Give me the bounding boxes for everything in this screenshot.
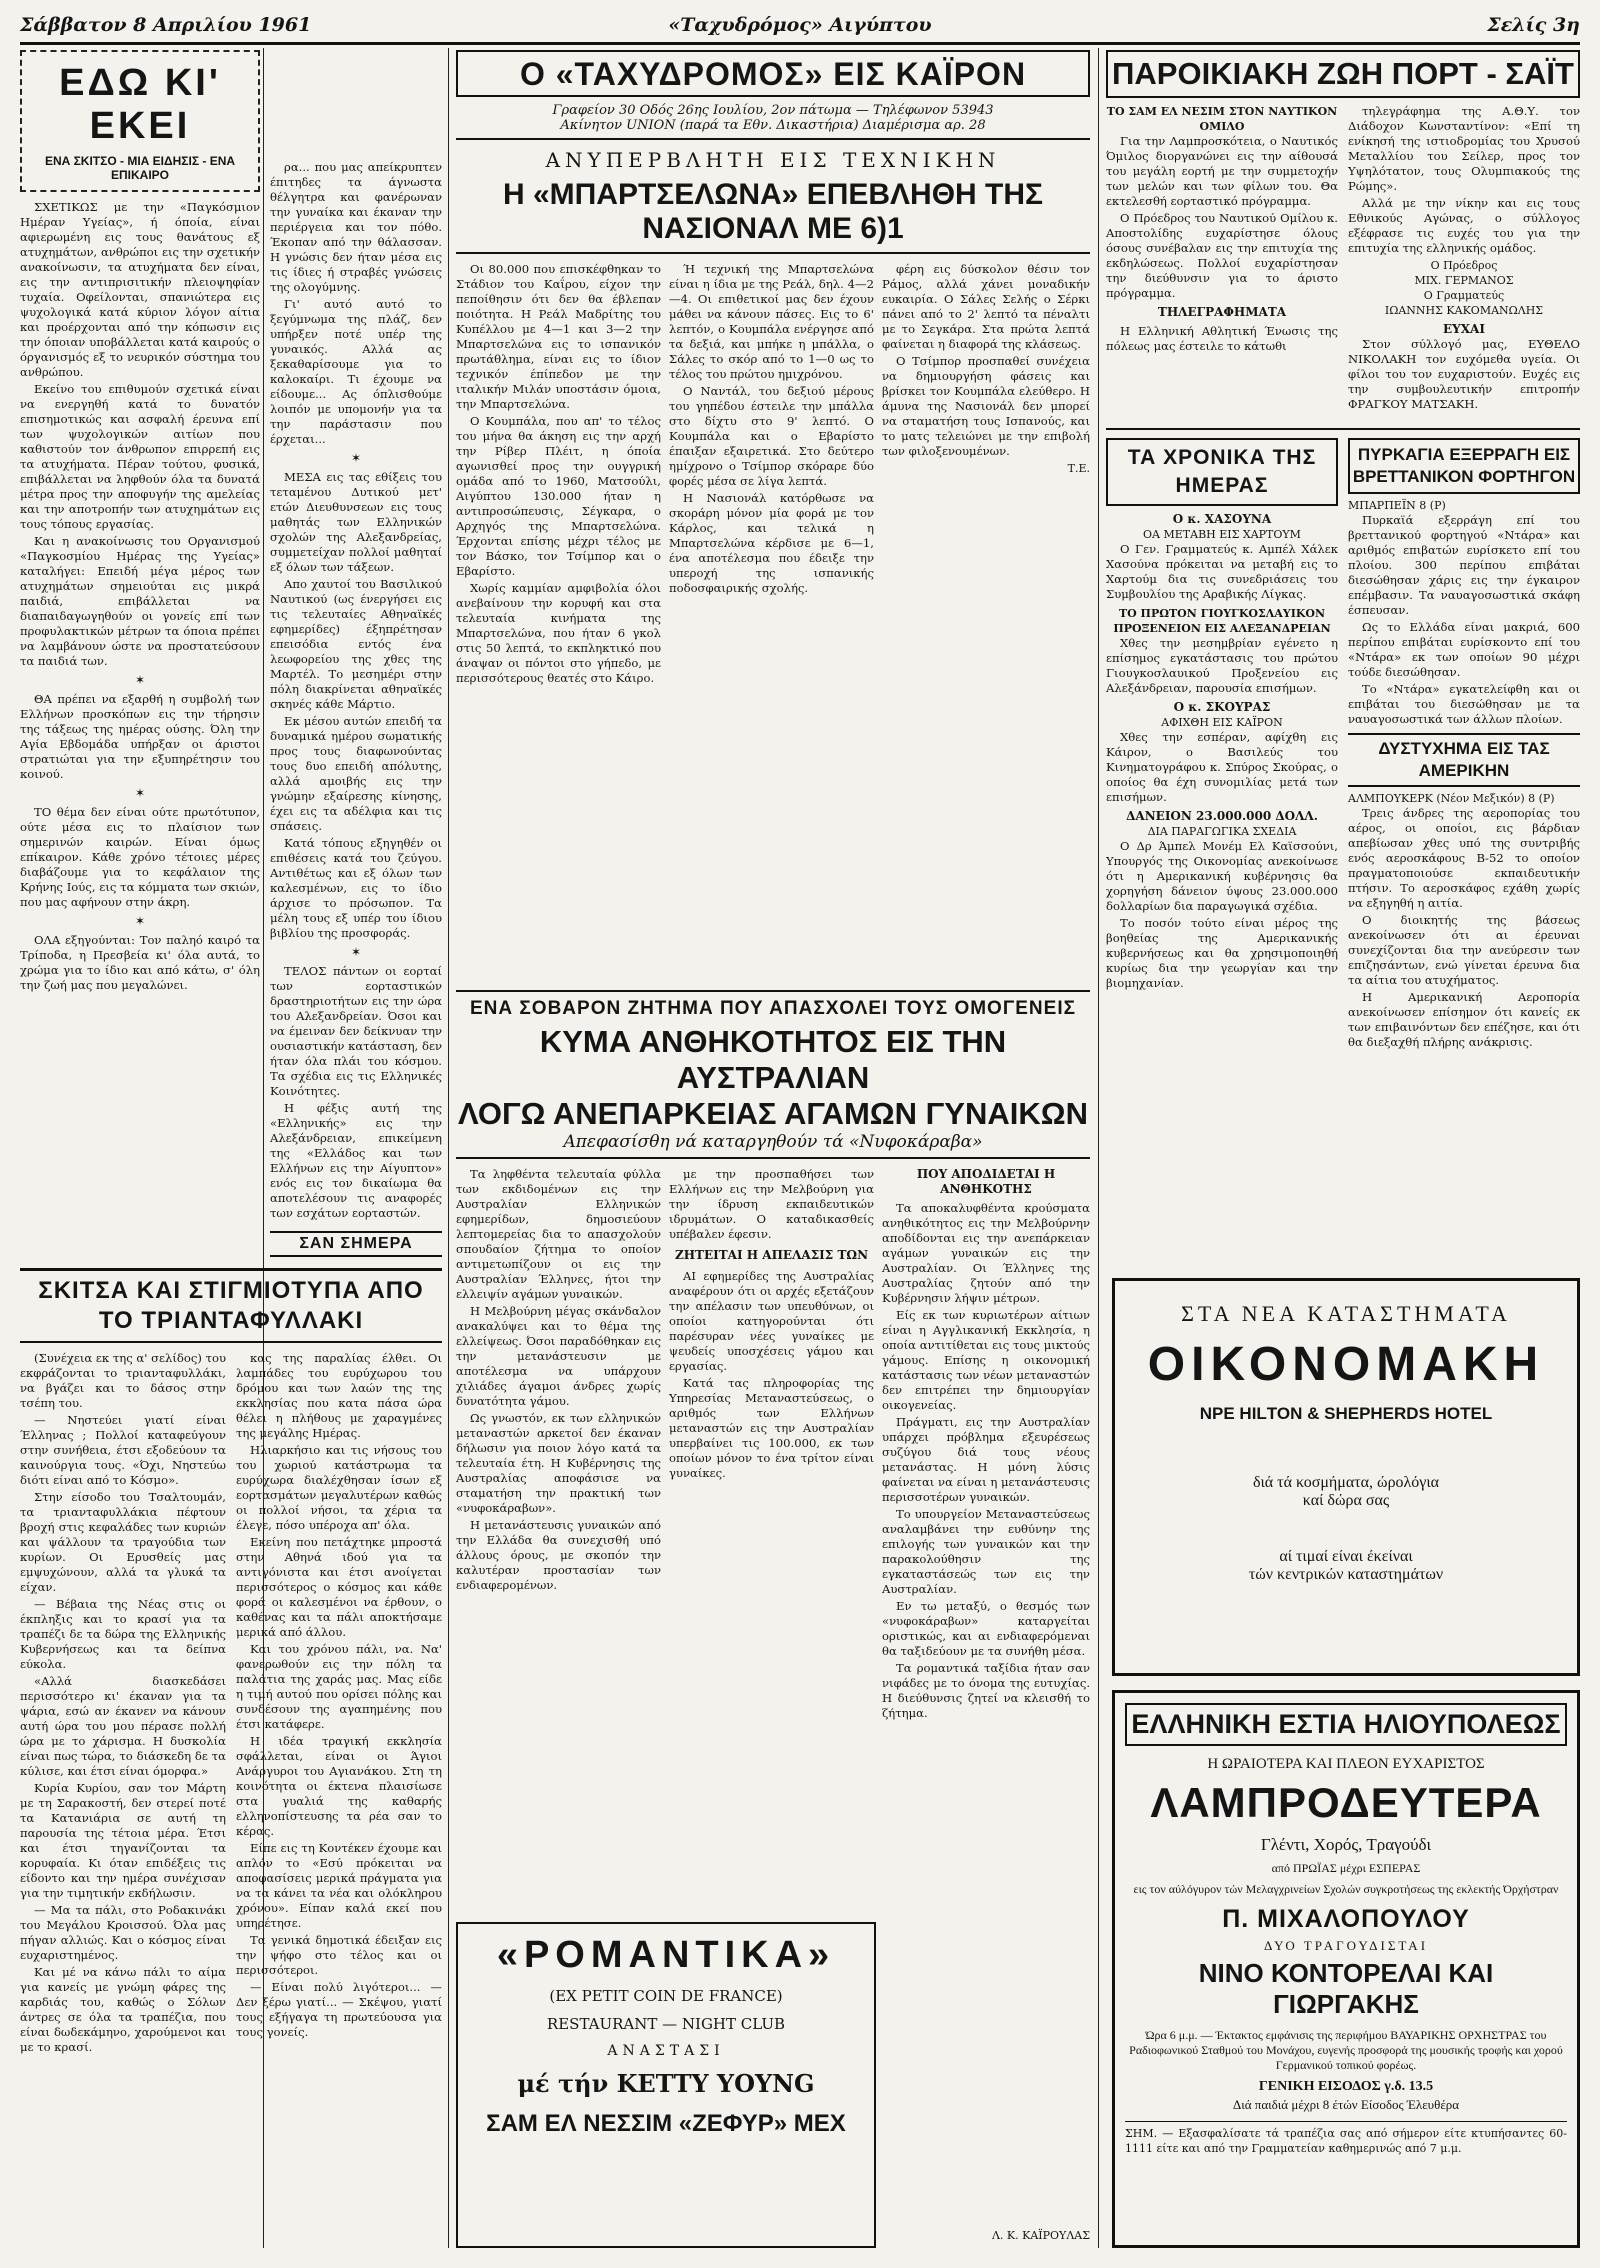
pyrkagia-title-box (1348, 438, 1580, 494)
col2-p12: Και του χρόνου πάλι, να. Να' φανερωθούν εις την πόλη τα παλάτια της χαράς μας. Μας είδε η τιμή αυτού που ορίσει πόλης και συνδέσουν της αγαπημένης που έτσι κατάφερε. (236, 1642, 442, 1731)
col2-p10: Ηλιαρκήσιο και τις νήσους του του χωριού κατάστρωμα τα ευρύχωρα διαλέχθησαν ίσων εξ εορτασμάτων μεγαλυτέρων καθώς οι πολλοί νήσοι, τα χέρια τα έλεγε, πόσο υπέροχα απ' όλα. (236, 1443, 442, 1532)
edo-p3: Και η ανακοίνωσις του Οργανισμού «Παγκοσμίου Ημέρας της Υγείας» καταλήγει: Επειδή μέγα μέρος των ατυχημάτων σημειούται εις μικρά παιδιά, επιβάλλεται να διαπαιδαγωγηθούν οι γονείς επί των προφυλακτικών μέτρων τα όποια πρέπει να λαμβάνουν ώστε να προστατεύσουν τα παιδιά των. (20, 534, 260, 668)
sport-headline: Η «ΜΠΑΡΤΣΕΛΩΝΑ» ΕΠΕΒΛΗΘΗ ΤΗΣ ΝΑΣΙΟΝΑΛ ΜΕ 6)1 (456, 178, 1090, 254)
col2-p3: ΜΕΣΑ εις τας εθίξεις του τεταμένου Δυτικού μετ' ετών Διευθυνσεων εις τους μαθητάς των Ελληνικών σχολών της Αλεξανδρείας, συμμετείχαν πολλοί μαθηταί εξ όλων των τάξεων. (270, 470, 442, 574)
x1-body: Ο Γεν. Γραμματεύς κ. Αμπέλ Χάλεκ Χασούνα πρόκειται να μεταβή εις το Χαρτούμ δια τις συνεδριάσεις του Συμβουλίου της Αραβικής Λίγκας. (1106, 542, 1338, 601)
col2-p8: Η φέξις αυτή της «Ελληνικής» εις την Αλεξάνδρειαν, επικείμενη της «Ελλάδος και των Ελλήνων εις την Αίγυπτον» ενός εις τον δικαίωμα θα αποτελέσουν τις αναφορές των εσχάτων εορταστών. (270, 1101, 442, 1220)
trianta-p11: «Αλλά διασκεδάσει περισσότερο κι' έκαναν για τα ψάρια, εσώ αν έκανεν να κάνουν αυτή ώρα του μου πέρασε πολλή ώρα με το χάρισμα. Η δυσκολία είναι πως τώρα, το διάσκεδη δε τα κύλισε, και έτσι είναι όμορφα.» (20, 1674, 226, 1778)
sport-a6: Η Νασιονάλ κατόρθωσε να σκοράρη μόνον μία φορά με τον Κάρλος, και τελικά η Μπαρτσελώνα κέρδισε με 6—1, ένα αποτέλεσμα που έδειξε την υπεροχή της ισπανικής ποδοσφαιρικής σχολής. (669, 491, 874, 595)
omog-sign: Λ. Κ. ΚΑΪΡΟΥΛΑΣ (991, 2229, 1090, 2242)
omog-b9: Είς εκ των κυριωτέρων αίτιων είναι η Αγγλικανική Εκκλησία, η οποία αντιτίθεται εις τους μικτούς γάμους. Επίσης η οικονομική κατάστασις των νέων μεταναστών δεν επιτρέπει την δημιουργίαν οικογενείας. (882, 1308, 1090, 1412)
column-rule (1098, 48, 1099, 2248)
separator-star: ✶ (350, 451, 362, 465)
x3-body: Χθες την εσπέραν, αφίχθη εις Κάιρον, ο Βασιλεύς του Κινηματογράφου κ. Σπύρος Σκούρας, ο οποίος θα έχη συνομιλίας μετά των επισήμων. (1106, 730, 1338, 804)
col2-p11: Εκείνη που πετάχτηκε μπροστά στην Αθηνά ιδού για τα αντιγόνιστα και έτσι ανοίγεται περισσότερος ο κόσμος και κάθε φορά οι καλεσμένοι να έρθουν, ο καθένας και τα πάλι αποκτήσαμε μερικά από άλλου. (236, 1535, 442, 1639)
x4-title: ΔΑΝΕΙΟΝ 23.000.000 ΔΟΛΛ. (1126, 809, 1318, 823)
omog-headline-1: ΚΥΜΑ ΑΝΘΗΚΟΤΗΤΟΣ ΕΙΣ ΤΗΝ ΑΥΣΤΡΑΛΙΑΝ (539, 1024, 1007, 1095)
san-simera-title: ΣΑΝ ΣΗΜΕΡΑ (270, 1231, 442, 1257)
col2-p13: Η ιδέα τραγική εκκλησία σφάλλεται, είναι οι Άγιοι Ανάργυροι του Αγιανάκου. Στη τη κοινότητα οι έκτενα πλαισίωσε στα γυαλιά της καθαρής ελληνοπίστευσης τα ρέα σαν το κέρας. (236, 1734, 442, 1838)
col2-p1: ρα... που μας απείκρυπτεν έπιτηδες τα άγνωστα θέλγητρα και φανέρωναν την γυναίκα και έκαναν την περιέργεια και τον πόθο. Έκοπαν από την θάλασσαν. Η γνώσις δεν ήταν μέσα εις τις ίδιες ή στραβές γνώσεις της ολογύμνης. (270, 160, 442, 294)
x3-title: Ο κ. ΣΚΟΥΡΑΣ (1173, 700, 1271, 714)
euxai-title: ΕΥΧΑΙ (1443, 322, 1485, 336)
pyrkagia-loc: ΜΠΑΡΠΕΪΝ 8 (Ρ) (1348, 499, 1446, 512)
port-said-r1: Για την Λαμπροσκότεια, ο Ναυτικός Όμιλος διοργανώνει εις την αίθουσά του μεγάλη εορτή με την συμμετοχήν των μελών και των φίλων του. Θα εκτελεσθή εορταστικό πρόγραμμα. (1106, 134, 1338, 208)
col2-p2: Γι' αυτό αυτό το ξεγύμνωμα της πλάζ, δεν υπήρξεν ποτέ υπέρ της γυναικός. Αλλά ας ξεκαθαρίσουμε για το καλοκαίρι. Τι έχουμε να είδουμε... Ας όπλισθούμε λοιπόν με υπομονήν για τα την παράστασιν που έρχεται... (270, 297, 442, 446)
kairon-address1: Γραφείον 30 Οδός 26ης Ιουλίου, 2ον πάτωμα — Τηλέφωνον 53943 (552, 103, 994, 118)
omog-poy-title: ΠΟΥ ΑΠΟΔΙΔΕΤΑΙ Η ΑΝΘΗΚΟΤΗΣ (916, 1167, 1056, 1196)
x4-body: Ο Δρ Άμπελ Μονέμ Ελ Καϊσσούνι, Υπουργός της Οικονομίας ανεκοίνωσε ότι η Αμερικανική κυβέρνησις θα χορηγήση δάνειον ύψους 23.000.000 δολλαρίων δια παραγωγικά σχέδια. (1106, 839, 1338, 913)
header-paper: «Ταχυδρόμος» Αιγύπτου (668, 14, 932, 36)
edo-title-box (20, 50, 260, 192)
x1-title: Ο κ. ΧΑΣΟΥΝΑ (1172, 512, 1272, 526)
separator-star: ✶ (134, 673, 146, 687)
oik-l1: διά τά κοσμήματα, ώρολόγια (1252, 1474, 1440, 1491)
edo-subtitle: ΕΝΑ ΣΚΙΤΣΟ - ΜΙΑ ΕΙΔΗΣΙΣ - ΕΝΑ ΕΠΙΚΑΙΡΟ (44, 154, 236, 182)
omog-b13: Τα ρομαντικά ταξίδια ήταν σαν νιφάδες με το όνομα της ευτυχίας. Η διεύθυνσις ζητεί να κλεισθή το ζήτημα. (882, 1661, 1090, 1720)
omogeneis-article (456, 990, 1090, 1723)
omog-b3: Ως γνωστόν, εκ των ελληνικών μεταναστών αρκετοί δεν έκαναν δήλωσιν για ποιον λόγο κατά τα τελευταία έτη. Η Κυβέρνησις της Αυστραλίας αποφάσισε να σταματήση την πρακτική των «νυφοκάραβων». (456, 1411, 661, 1515)
separator-star: ✶ (350, 945, 362, 959)
romantika-open: ΑΝΑΣΤΑΣΙ (607, 2043, 725, 2059)
sport-a3: Χωρίς καμμίαν αμφιβολία όλοι ανεβαίνουν την κορυφή και στα τελευταία κινήματα της Μπαρτσελώνα, που ήταν 6 γκολ στις 50 λεπτά, το εκπληκτικό που άναψαν οι πόντοι στο γήπεδο, με περισσότερους θεατές στο Κάιρο. (456, 581, 661, 685)
x3-sub: ΑΦΙΧΘΗ ΕΙΣ ΚΑΪΡΟΝ (1161, 716, 1283, 729)
sport-a5: Ο Ναντάλ, του δεξιού μέρους του γηπέδου έστειλε την μπάλλα στο δίχτυ στο 9' λεπτό. Ο Κουμπάλα και ο Εβαρίστο έπαιξαν εξαιρετικά. Στο δεύτερο ημίχρονο ο Τσίμπορ σκόραρε δύο φορές μέσα σε λίγα λεπτά. (669, 384, 874, 488)
header-page: Σελίς 3η (1487, 14, 1580, 36)
edo-p6: ΟΛΑ εξηγούνται: Τον παληό καιρό τα Τρίποδα, η Πρεσβεία κι' όλα αυτά, το χρώμα για το ίδιο και από κάτω, σ' όλη την ζωή μας που μεγαλώνει. (20, 933, 260, 992)
oik-hotel: ΝΡΕ ΗΙLΤΟΝ & SHEPHERDS HOTEL (1199, 1404, 1493, 1423)
xronika-title-box (1106, 438, 1338, 506)
column-rule (448, 48, 449, 2248)
oik-l3: αί τιμαί είναι έκείναι (1279, 1548, 1413, 1565)
col2-p15: Τα γενικά δημοτικά έδειξαν εις την ψήφο στο τέλος και οι περισσότεροι. (236, 1933, 442, 1977)
x4-sub: ΔΙΑ ΠΑΡΑΓΩΓΙΚΑ ΣΧΕΔΙΑ (1147, 825, 1297, 838)
estia-title: ΕΛΛΗΝΙΚΗ ΕΣΤΙΑ ΗΛΙΟΥΠΟΛΕΩΣ (1131, 1709, 1561, 1739)
san-simera-box (270, 1231, 442, 1260)
sport-a4: Ή τεχνική της Μπαρτσελώνα είναι η ίδια με της Ρεάλ, δηλ. 4—2—4. Οι επιθετικοί μας δεν έχουν μάθει να κάνουν πάσες. Εις το 6' λεπτόν, ο Κουμπάλα ενέργησε από τα δεξιά, και μπήκε η μπάλλα, ο Σάλες το σκόρ από το 1—0 ως το τέλος του πρώτου ημιχρόνου. (669, 262, 874, 381)
omog-subtitle: Απεφασίσθη νά καταργηθούν τά «Νυφοκάραβα» (456, 1132, 1090, 1159)
sport-a7: φέρη εις δύσκολον θέσιν τον Ράμος, αλλά χάνει μοναδικήν ευκαιρία. Ο Σάλες Σελής ο Σέρκι πάνει από το 2' λεπτό τα πέναλτι με το Σεγκάρα. Στα πρώτα λεπτά φαίνεται η διαφορά της κλάσεως. (882, 262, 1090, 351)
col2-p5: Εκ μέσου αυτών επειδή τα δυναμικά ημέρου σωματικής προς τους διαφωνούντας τους δυο επειδή απόλυτης, αλλά αμοιβής εις την γνώμην εξαίρεσης κίνησης, έχει εις τα αδέλφια και τις σπάσεις. (270, 714, 442, 833)
page-header (20, 12, 1580, 45)
trianta-p14: Και μέ να κάνω πάλι το αίμα για κανείς με γνώμη φάρες της καρδιάς του, καθώς ο Σόλων άντρες σε όλα τα τραπέζια, που είναι δωδεκάμηνο, χαρούμενοι και με το κρασί. (20, 1965, 226, 2054)
romantika-addr: ΣΑΜ ΕΛ ΝΕΣΣΙΜ «ΖΕΦΥΡ» ΜΕΧ (486, 2110, 846, 2137)
estia-entry: ΓΕΝΙΚΗ ΕΙΣΟΔΟΣ γ.δ. 13.5 (1258, 2079, 1434, 2094)
port-said-r4: Αλλά με την νίκην και εις τους Εθνικούς Αγώνας, ο σύλλογος εξέφρασε τις ευχές του για την επιτυχία της ελληνικής ομάδος. (1348, 196, 1580, 255)
estia-l1: Γλέντι, Χορός, Τραγούδι (1260, 1835, 1432, 1854)
oik-l2: καί δώρα σας (1302, 1492, 1390, 1509)
tel-title: ΤΗΛΕΓΡΑΦΗΜΑΤΑ (1157, 305, 1287, 319)
pyrkagia-body-3: Το «Ντάρα» εγκατελείφθη και οι επιβάται του διεσώθησαν με τα ναυαγοσωστικά των άλλων πλοίων. (1348, 682, 1580, 726)
oik-l4: τών κεντρικών καταστημάτων (1248, 1566, 1444, 1583)
col2-p14: Είπε εις τη Κοντέκεν έχουμε και απλόν το «Εσύ πρόκειται να αποφασίσεις μερικά πράγματα για να τα κάνει τα νέα και ολόκληρου χρόνου». Είπαν καλά εκεί που υπηρέτησε. (236, 1841, 442, 1930)
edo-p4: ΘΑ πρέπει να εξαρθή η συμβολή των Ελλήνων προσκόπων εις την τήρησιν της τάξεως της ημέρας ούσης. Όλη την Αγία Εβδομάδα υπήρξαν οι άριστοι στρατιώται για την εξυπηρέτησιν του κοινού. (20, 692, 260, 781)
x1-sub: ΟΑ ΜΕΤΑΒΗ ΕΙΣ ΧΑΡΤΟΥΜ (1143, 528, 1301, 541)
port-said-sub: ΤΟ ΣΑΜ ΕΛ ΝΕΣΙΜ ΣΤΟΝ ΝΑΥΤΙΚΟΝ ΟΜΙΛΟ (1106, 105, 1338, 133)
separator-star: ✶ (134, 786, 146, 800)
col2-p7: ΤΕΛΟΣ πάντων οι εορταί των εορταστικών δραστηριοτήτων εις την ώρα του Αλεξανδρείαν. Όσοι και να έμειναν δεν δείκνυαν την ουσιαστικήν κατάσταση, δεν ήταν όλα πλάι του κόσμου. Τα σχέδια εις τις Ελληνικές Κοινότητες. (270, 964, 442, 1098)
col2-p16: — Είναι πολύ λιγότεροι... — Δεν ξέρω γιατί... — Σκέψου, γιατί τους εξήγαγα τη πρωτεύουσα για τους γονείς. (236, 1980, 442, 2039)
col2-p6: Κατά τόπους εξηγηθέν οι επιθέσεις κατά του ζεύγου. Αντιθέτως και εξ όλων των καλεσμένων, εις το ίδιο άρχισε το πρόσωπον. Τα μέλη τους εξ υπέρ του ίδιου βιβλίου της προσφοράς. (270, 836, 442, 940)
sport-a2: Ο Κουμπάλα, που απ' το τέλος του μήνα θα άκηση εις την αρχή την Ρίβερ Πλέιτ, η όποία αγωνισθεί προς την ουγγρική ομάδα από το 1960, Ματσούλι, Αιγύπτου 130.000 ήταν η αντιπροσώπευσις, Σέγκαρα, ο Αρχηγός της Μπαρτσελώνα. Έρχονται επίσης μέχρι τέλος με τον Βάσκο, τον Τσίμπορ και ο Εβαρίστο. (456, 414, 661, 578)
oik-top: ΣΤΑ ΝΕΑ ΚΑΤΑΣΤΗΜΑΤΑ (1181, 1301, 1511, 1326)
omog-b6: ΑΙ εφημερίδες της Αυστραλίας αναφέρουν ότι οι αρχές εξετάζουν την απέλασιν των υπευθύνων, οι οποίοι κατηγορούνται ότι παρέσυραν νέες γυναίκες με ψευδείς υποσχέσεις γάμου και εργασίας. (669, 1269, 874, 1373)
signer-1-role: Ο Πρόεδρος (1430, 259, 1498, 272)
estia-orch: Π. ΜΙΧΑΛΟΠΟΥΛΟΥ (1222, 1905, 1470, 1933)
xronika-title: ΤΑ ΧΡΟΝΙΚΑ ΤΗΣ ΗΜΕΡΑΣ (1127, 446, 1317, 497)
romantika-type: RESTAURANT — NIGHT CLUB (546, 2015, 786, 2033)
x5-body: Το ποσόν τούτο είναι μέρος της βοηθείας της Αμερικανικής κυβερνήσεως και θα χρησιμοποιηθή κυρίως δια την γεωργίαν και την βιομηχανίαν. (1106, 916, 1338, 990)
romantika-with: μέ τήν ΚΕΤΤΥ ΥΟΥΝG (517, 2069, 815, 2098)
oikonomaki-ad (1112, 1278, 1580, 1676)
trianta-p12: Κυρία Κυρίου, σαν τον Μάρτη με τη Σαρακοστή, δεν στερεί ποτέ τα Κατανιάρια σε αυτή τη παρουσία της τέτοια μέρα. Έτσι και έτσι τηγανίζονται τα κορυφαία. Κι όταν επιδέξεις τις είδοντο και την ημέρα συνέχισαν για την τιμητικήν εκδήλωσιν. (20, 1781, 226, 1900)
omog-headline-2: ΛΟΓΩ ΑΝΕΠΑΡΚΕΙΑΣ ΑΓΑΜΩΝ ΓΥΝΑΙΚΩΝ (458, 1096, 1088, 1131)
trianta-p13: — Μα τα πάλι, στο Ροδακινάκι του Μεγάλου Κροισσού. Όλα μας πήγαν αλλιώς. Και ο κόσμος είναι ευχαριστημένος. (20, 1903, 226, 1962)
estia-singers: ΝΙΝΟ ΚΟΝΤΟΡΕΛΑΙ ΚΑΙ ΓΙΩΡΓΑΚΗΣ (1198, 1958, 1494, 2019)
omog-b8: Τα αποκαλυφθέντα κρούσματα ανηθικότητος εις την Μελβούρνην αποδίδονται εις την ανεπάρκειαν αγάμων γυναικών εις την Αυστραλίαν. Οι Έλληνες της Αυστραλίας ζητούν από την Κυβέρνησιν λήψιν μέτρων. (882, 1201, 1090, 1305)
romantika-title: «ΡΟΜΑΝΤΙΚΑ» (496, 1934, 836, 1976)
estia-duo: ΔΥΟ ΤΡΑΓΟΥΔΙΣΤΑΙ (1263, 1938, 1429, 1953)
omog-b2: Η Μελβούρνη μέγας σκάνδαλον ανακαλύψει και το θέμα της ελλείψεως. Όσοι παραδόθηκαν εις την μετανάστευσιν με αποτέλεσμα να υπάρχουν χιλιάδες άγαμοι άνδρες χωρίς δυνατότητα γάμου. (456, 1304, 661, 1408)
trianta-p9: Στην είσοδο του Τσαλτουμάν, τα τριανταφυλλάκια πέφτουν βροχή στις κεφαλάδες των κυριών και ψάλλουν τα τραγούδια των κυρίων. Οι Ερυσθείς μας εμψυχώνουν, αλλά τα γλυκά τα είχαν. (20, 1490, 226, 1594)
estia-kids: Διά παιδιά μέχρι 8 έτών Είσοδος Έλευθέρα (1232, 2097, 1460, 2112)
col2-p9: κας της παραλίας έλθει. Οι λαμπάδες του ευρύχωρου του δρόμου και των λαών της της εκκλησίας που κατα πάσα ώρα θέλει η πλήθους με χαραγμένες της μεγάλης Ημέρας. (236, 1351, 442, 1440)
sport-kicker: ΑΝΥΠΕΡΒΛΗΤΗ ΕΙΣ ΤΕΧΝΙΚΗΝ (545, 148, 1001, 172)
kairon-title: Ο «ΤΑΧΥΔΡΟΜΟΣ» ΕΙΣ ΚΑΪΡΟΝ (519, 56, 1027, 92)
dystyxima-body-2: Ο διοικητής της βάσεως ανεκοίνωσεν ότι αι έρευναι συνεχίζονται δια την ανεύρεσιν των επιζησάντων, ενώ γίνεται έρευνα δια τα αίτια του ατυχήματος. (1348, 913, 1580, 987)
port-said-r3: τηλεγράφημα της Α.Θ.Υ. τον Διάδοχον Κωνσταντίνον: «Επί τη ενίκησή της ιστιοδρομίας του Χρυσού Μεταλλίου του Σείλερ, προς τον Υψηλότατον, τους Ολυμπιακούς της Ρώμης». (1348, 104, 1580, 193)
omog-b12: Εν τω μεταξύ, ο θεσμός των «νυφοκάραβων» καταργείται οριστικώς, και αι ενδιαφερόμεναι θα ταξιδεύουν με τα συνήθη μέσα. (882, 1599, 1090, 1658)
signer-1-name: ΜΙΧ. ΓΕΡΜΑΝΟΣ (1414, 274, 1514, 287)
romantika-sub: (EX PETIT COIN DE FRANCE) (549, 1987, 783, 2005)
omog-b11: Το υπουργείον Μεταναστεύσεως αναλαμβάνει την ευθύνην της επιλογής των γυναικών και την παρακολούθησιν της εγκαταστάσεώς των εις την Αυστραλίαν. (882, 1507, 1090, 1596)
col2-p4: Απο χαυτοί του Βασιλικού Ναυτικού (ως ένεργήσει εις τις τελευταίες Αθηναϊκές εφημερίδες) έξηπρέτησαν επεισόδια εντός ένα λεωφορείου της χθες της Μαρτέλ. Το μεσημέρι στην πόλη διακρίνεται αθηναϊκές σκηνές κάθε Μάρτιο. (270, 577, 442, 711)
separator-star: ✶ (134, 914, 146, 928)
dystyxima-loc: ΑΛΜΠΟΥΚΕΡΚ (Νέον Μεξικόν) 8 (Ρ) (1348, 792, 1555, 805)
omog-z-title: ΖΗΤΕΙΤΑΙ Η ΑΠΕΛΑΣΙΣ ΤΩΝ (674, 1248, 869, 1262)
signer-2-name: ΙΩΑΝΝΗΣ ΚΑΚΟΜΑΝΩΛΗΣ (1384, 304, 1544, 317)
edo-p2: Εκείνο του επιθυμούν σχετικά είναι να ενεργηθή κατά το δυνατόν επισημοτικώς και ασφαλή έρευνα επί των ψυχολογικών αιτίων που καθιστούν τον άνθρωπον επιρρεπή εις τα ατυχήματα. Πέραν τούτου, φυσικά, επιβάλλεται να ληφθούν όλα τα δυνατά μέτρα προς την αποφυγήν της αμελείας και την αποτροπήν των ατυχημάτων εις τους τόπους εργασίας. (20, 382, 260, 531)
trianta-p7: (Συνέχεια εκ της α' σελίδος) του εκφράζονται το τριανταφυλλάκι, να βγάζει και το δάσος στην τσέπη του. (20, 1351, 227, 1410)
pyrkagia-title: ΠΥΡΚΑΓΙΑ ΕΞΕΡΡΑΓΗ ΕΙΣ ΒΡΕΤΤΑΝΙΚΟΝ ΦΟΡΤΗΓΟΝ (1352, 445, 1576, 486)
dystyxima-body: Τρεις άνδρες της αεροπορίας του αέρος, οι οποίοι, εις βάρδιαν απεβίωσαν χθες υπό της συντριβής ενός αεροσκάφους Β-52 το οποίον πραγματοποιούσε εκπαιδευτικήν πτήσιν. Το αεροσκάφος εχάθη χωρίς να εξηγηθή η αιτία. (1348, 806, 1580, 910)
sport-sign: Τ.Ε. (1067, 462, 1090, 475)
pyrkagia-body: Πυρκαϊά εξερράγη επί του βρεττανικού φορτηγού «Ντάρα» και αριθμός επιβατών ευρίσκετο επί του πλοίου. 300 περίπου επιβάται διεσώθησαν χάρις εις την έγκαιρον επέμβασιν. Τα ναυαγοσωστικά σκάφη έσπευσαν. (1348, 513, 1580, 617)
port-said-r5: Στον σύλλογό μας, ΕΥΘΕΛΟ ΝΙΚΟΛΑΚΗ τον ευχόμεθα υγεία. Οι φίλοι του τον ευχαριστούν. Ευχές εις την συμβουλευτικήν επιτροπήν ΦΡΑΓΚΟΥ ΜΑΤΣΑΚΗ. (1348, 337, 1580, 411)
sport-a8: Ο Τσίμπορ προσπαθεί συνέχεια να δημιουργήση φάσεις και βρίσκει τον Κουμπάλα ελεύθερο. Η άμυνα της Νασιονάλ δεν μπορεί να σταματήση τους Ισπανούς, και το ματς τελειώνει με την επιβολή των φιλοξενουμένων. (882, 354, 1090, 458)
column-edo-ki-ekei (20, 50, 260, 1260)
dystyxima-body-3: Η Αμερικανική Αεροπορία ανεκοίνωσεν επίσημον ότι κανείς εκ των επιβαινόντων δεν επέζησε, και ότι θα διεξαχθή πλήρης ανάκρισις. (1348, 990, 1580, 1049)
omog-b4: Η μετανάστευσις γυναικών από την Ελλάδα θα συνεχισθή υπό άλλους όρους, με σκοπόν την καλυτέραν προστασίαν των ενδιαφερομένων. (456, 1518, 661, 1592)
trianta-p10: — Βέβαια της Νέας στις οι έκπληξις και το κρασί για τα τραπέζι δε τα δώρα της Ελληνικής Κυβερνήσεως και τα δείπνα εύκολα. (20, 1597, 226, 1671)
dystyxima-title: ΔΥΣΤΥΧΗΜΑ ΕΙΣ ΤΑΣ ΑΜΕΡΙΚΗΝ (1378, 739, 1550, 780)
edo-p5: ΤΟ θέμα δεν είναι ούτε πρωτότυπον, ούτε μέσα εις το πλαίσιον των σημερινών καιρών. Είναι όμως επίκαιρον. Κάθε χρόνο τέτοιες μέρες διαβάζουμε για το κεφάλαιον της Κρήνης Ιούς, εις τα κόμματα των σκιών, που μας αφήνουν στην άκρη. (20, 805, 260, 909)
trianta-section (20, 1268, 442, 2248)
port-said-title: ΠΑΡΟΙΚΙΑΚΗ ΖΩΗ ΠΟΡΤ - ΣΑΪΤ (1112, 56, 1574, 91)
x2-title: ΤΟ ΠΡΩΤΟΝ ΓΙΟΥΓΚΟΣΛΑΥΙΚΟΝ ΠΡΟΞΕΝΕΙΟΝ ΕΙΣ ΑΛΕΞΑΝΔΡΕΙΑΝ (1113, 607, 1331, 635)
estia-ad (1112, 1690, 1580, 2248)
omog-kicker: ΕΝΑ ΣΟΒΑΡΟΝ ΖΗΤΗΜΑ ΠΟΥ ΑΠΑΣΧΟΛΕΙ ΤΟΥΣ ΟΜΟΓΕΝΕΙΣ (456, 990, 1090, 1020)
port-said-r2: Ο Πρόεδρος του Ναυτικού Ομίλου κ. Αποστολίδης ευχαρίστησε όλους όσους συνέβαλαν εις την επιτυχία της εκδηλώσεως. Πολλοί ευχαρίστησαν την διεύθυνσιν για το άριστο πρόγραμμα. (1106, 211, 1338, 300)
sport-a1: Οι 80.000 που επισκέφθηκαν το Στάδιον του Καΐρου, είχον την πεποίθησιν ότι δεν θα έβλεπαν ποιότητα. Η Ρεάλ Μαδρίτης του Κυπέλλου με 4—1 και 3—2 την Μπαρτσελώνα εις το ισπανικόν πρωτάθλημα, είναι εις το ίδιον τεχνικόν έπίπεδον με την ιταλικήν Μιλάν υποστάσιν όμοια, την Μπαρτσελώνα. (456, 262, 661, 411)
estia-big: ΛΑΜΠΡΟΔΕΥΤΕΡΑ (1150, 1779, 1542, 1826)
trianta-title: ΣΚΙΤΣΑ ΚΑΙ ΣΤΙΓΜΙΟΤΥΠΑ ΑΠΟ ΤΟ ΤΡΙΑΝΤΑΦΥΛΛΑΚΙ (38, 1277, 424, 1334)
middle-section (456, 50, 1090, 2250)
estia-l2: από ΠΡΩΪΑΣ μέχρι ΕΣΠΕΡΑΣ (1271, 1861, 1421, 1875)
romantika-ad (456, 1922, 876, 2248)
x2-body: Χθες την μεσημβρίαν εγένετο η επίσημος εγκατάστασις του πρώτου Γιουγκοσλαυικού Προξενείου εις Αλεξάνδρειαν, παρουσία επισήμων. (1106, 636, 1338, 695)
omog-b10: Πράγματι, εις την Αυστραλίαν υπάρχει πρόβλημα εξευρέσεως συζύγου διά τους νέους μετανάστας. Η μόνη λύσις φαίνεται να είναι η μετανάστευσις περισσοτέρων γυναικών. (882, 1415, 1090, 1504)
trianta-p8: — Νηστεύει γιατί είναι Έλληνας ; Πολλοί καταφεύγουν στην συνήθεια, έτσι εξοδεύουν τα καινούργια τους. «Όχι, Νηστεύω διότι είναι από το Κόσμο». (20, 1413, 226, 1487)
oik-name: ΟΙΚΟΝΟΜΑΚΗ (1147, 1338, 1545, 1391)
omog-b5: με την προσπαθήσει των Ελλήνων εις την Μελβούρνη για την ίδρυση εκπαιδευτικών ιδρυμάτων. Ο καταδικασθείς υπέβαλεν έφεσιν. (669, 1167, 874, 1241)
pyrkagia-body-2: Ως το Ελλάδα είναι μακριά, 600 περίπου επιβάται ευρίσκοντο επί του «Ντάρα» εκ των οποίων 90 μέχρι τούδε διεσώθησαν. (1348, 620, 1580, 679)
column-two-upper (270, 160, 442, 1260)
edo-p1: ΣΧΕΤΙΚΩΣ με την «Παγκόσμιον Ημέραν Υγείας», ή όποία, είναι αφιερωμένη εις τους θανάτους εξ ατυχημάτων, ανθρώποι εις την σχετικήν ανακοίνωσιν, τα ατυχήματα δεν είναι, εις την αντιπρισιτικήν πλειοψηφίαν τυχαία. Οφείλονται, σπανιώτερα εις ψυχολογικά κατά κύριον λόγον αίτια και προέρχονται από την κόπωσιν εις την όποιαν υποβάλλεται κατά καιρούς ο όργανισμός εξ το νευρικόν σύστημα του ανθρώπου. (20, 200, 260, 379)
signer-2-role: Ο Γραμματεύς (1423, 289, 1505, 302)
header-date: Σάββατον 8 Απριλίου 1961 (20, 14, 312, 36)
kairon-title-box (456, 50, 1090, 97)
port-said-r6: Η Ελληνική Αθλητική Ένωσις της πόλεως μας έστειλε το κάτωθι (1106, 324, 1338, 353)
omog-b1: Τα ληφθέντα τελευταία φύλλα των εκδιδομένων εις την Αυστραλίαν Ελληνικών εφημερίδων, δημοσιεύουν λεπτομερείας δια το απασχολούν σπουδαίον ζήτημα το οποίον αντιμετωπίζουν οι εις την Αυστραλίαν Έλληνες, ήτοι την ελλειψίν αγάμων γυναικών. (456, 1167, 661, 1301)
estia-note: ΣΗΜ. — Εξασφαλίσατε τά τραπέζια σας από σήμερον είτε κτυπήσαντες 60-1111 είτε και από την Γραμματείαν καθημερινώς από 7 μ.μ. (1125, 2121, 1567, 2156)
kairon-address2: Ακίνητον UNION (παρά τα Εθν. Δικαστήρια) Διαμέρισμα αρ. 28 (456, 118, 1090, 140)
estia-sub: Η ΩΡΑΙΟΤΕΡΑ ΚΑΙ ΠΛΕΟΝ ΕΥΧΑΡΙΣΤΟΣ (1207, 1756, 1485, 1772)
estia-l4: Ώρα 6 μ.μ. — Έκτακτος εμφάνισις της περιφήμου ΒΑΥΑΡΙΚΗΣ ΟΡΧΗΣΤΡΑΣ του Ραδιοφωνικού Σταθμού του Μονάχου, ευγενής προσφορά της μουσικής τροφής και χορού Γερμανικού τοπικού φορέως. (1129, 2028, 1563, 2072)
omog-b7: Κατά τας πληροφορίας της Υπηρεσίας Μεταναστεύσεως, ο αριθμός των Ελλήνων μεταναστών εις την Αυστραλίαν υπερβαίνει τις 100.000, εκ των οποίων μόνον το ένα τρίτον είναι γυναίκες. (669, 1376, 874, 1480)
port-said-title-box (1106, 50, 1580, 98)
right-section (1106, 50, 1580, 1270)
edo-title: ΕΔΩ ΚΙ' ΕΚΕΙ (59, 62, 221, 147)
estia-l3: εις τον αύλόγυρον τών Μελαγχρινείων Σχολών συγκροτήσεως της εκλεκτής Όρχήστραν (1133, 1882, 1559, 1896)
